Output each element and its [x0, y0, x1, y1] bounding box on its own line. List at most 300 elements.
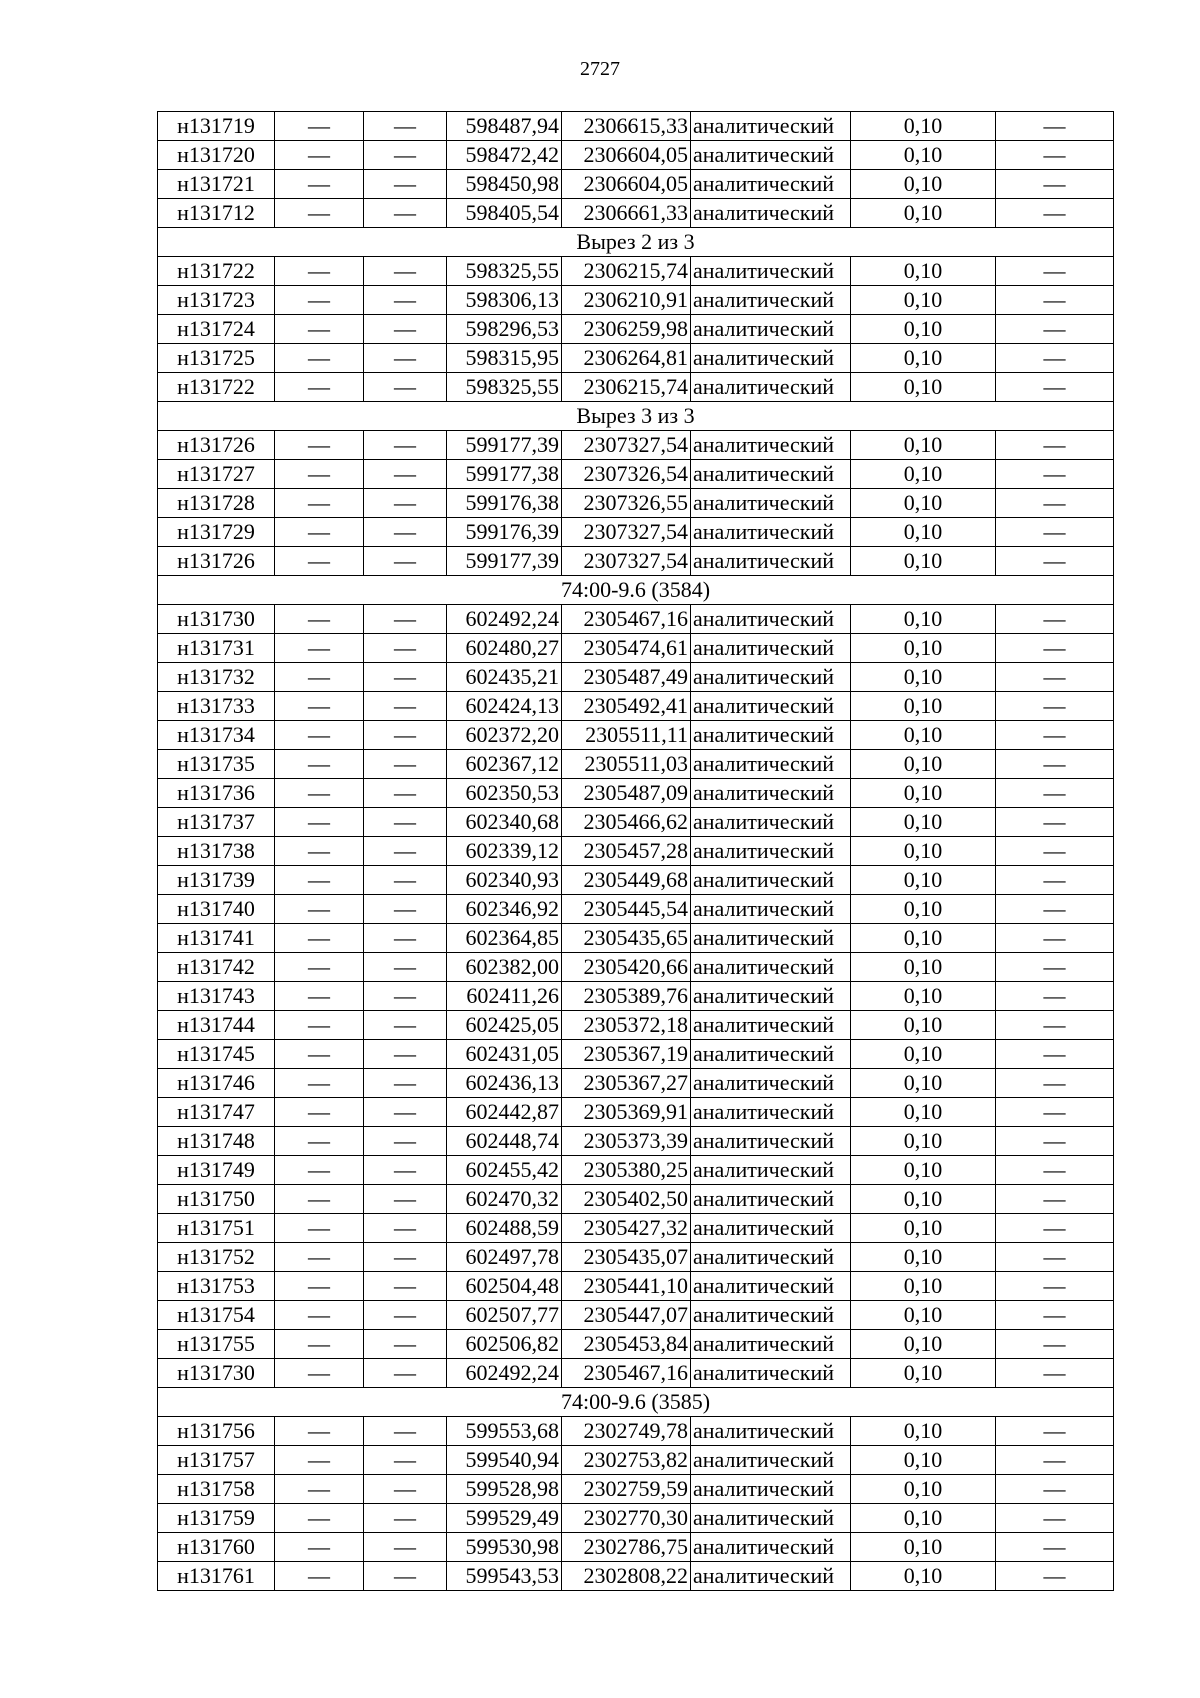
dash-cell: —: [996, 837, 1114, 866]
method-cell: аналитический: [691, 460, 851, 489]
table-row: [158, 1504, 1114, 1533]
dash-cell: —: [996, 1533, 1114, 1562]
y-coordinate-cell: 2305435,07: [562, 1243, 691, 1272]
table-row: [158, 605, 1114, 634]
dash-cell: —: [364, 286, 447, 315]
dash-cell: —: [996, 1243, 1114, 1272]
dash-cell: —: [364, 1301, 447, 1330]
dash-cell: —: [364, 431, 447, 460]
point-id-cell: н131760: [158, 1533, 275, 1562]
dash-cell: —: [996, 1156, 1114, 1185]
method-cell: аналитический: [691, 1475, 851, 1504]
y-coordinate-cell: 2305447,07: [562, 1301, 691, 1330]
dash-cell: —: [996, 750, 1114, 779]
table-row: [158, 1562, 1114, 1591]
dash-cell: —: [996, 1185, 1114, 1214]
y-coordinate-cell: 2306215,74: [562, 373, 691, 402]
dash-cell: —: [996, 953, 1114, 982]
point-id-cell: н131758: [158, 1475, 275, 1504]
accuracy-cell: 0,10: [851, 1243, 996, 1272]
dash-cell: —: [364, 837, 447, 866]
x-coordinate-cell: 599530,98: [447, 1533, 562, 1562]
dash-cell: —: [275, 460, 364, 489]
dash-cell: —: [996, 1214, 1114, 1243]
y-coordinate-cell: 2305441,10: [562, 1272, 691, 1301]
dash-cell: —: [364, 982, 447, 1011]
table-row: [158, 112, 1114, 141]
y-coordinate-cell: 2305487,09: [562, 779, 691, 808]
accuracy-cell: 0,10: [851, 1504, 996, 1533]
accuracy-cell: 0,10: [851, 1214, 996, 1243]
x-coordinate-cell: 602367,12: [447, 750, 562, 779]
accuracy-cell: 0,10: [851, 1185, 996, 1214]
dash-cell: —: [364, 779, 447, 808]
table-row: [158, 1040, 1114, 1069]
method-cell: аналитический: [691, 1301, 851, 1330]
method-cell: аналитический: [691, 489, 851, 518]
method-cell: аналитический: [691, 1243, 851, 1272]
dash-cell: —: [996, 547, 1114, 576]
section-row: [158, 576, 1114, 605]
dash-cell: —: [275, 779, 364, 808]
y-coordinate-cell: 2305389,76: [562, 982, 691, 1011]
table-row: [158, 344, 1114, 373]
point-id-cell: н131756: [158, 1417, 275, 1446]
table-row: [158, 460, 1114, 489]
point-id-cell: н131738: [158, 837, 275, 866]
method-cell: аналитический: [691, 1214, 851, 1243]
dash-cell: —: [364, 141, 447, 170]
accuracy-cell: 0,10: [851, 1098, 996, 1127]
y-coordinate-cell: 2306264,81: [562, 344, 691, 373]
x-coordinate-cell: 598325,55: [447, 373, 562, 402]
method-cell: аналитический: [691, 692, 851, 721]
dash-cell: —: [275, 199, 364, 228]
point-id-cell: н131745: [158, 1040, 275, 1069]
y-coordinate-cell: 2302808,22: [562, 1562, 691, 1591]
y-coordinate-cell: 2305380,25: [562, 1156, 691, 1185]
method-cell: аналитический: [691, 1040, 851, 1069]
point-id-cell: н131743: [158, 982, 275, 1011]
x-coordinate-cell: 602507,77: [447, 1301, 562, 1330]
dash-cell: —: [364, 1185, 447, 1214]
y-coordinate-cell: 2305449,68: [562, 866, 691, 895]
x-coordinate-cell: 598306,13: [447, 286, 562, 315]
section-heading: 74:00-9.6 (3584): [158, 576, 1114, 605]
table-row: [158, 1156, 1114, 1185]
dash-cell: —: [996, 605, 1114, 634]
dash-cell: —: [364, 1098, 447, 1127]
table-row: [158, 953, 1114, 982]
table-row: [158, 634, 1114, 663]
point-id-cell: н131731: [158, 634, 275, 663]
dash-cell: —: [275, 895, 364, 924]
table-row: [158, 750, 1114, 779]
table-row: [158, 721, 1114, 750]
table-row: [158, 373, 1114, 402]
y-coordinate-cell: 2307327,54: [562, 518, 691, 547]
x-coordinate-cell: 602488,59: [447, 1214, 562, 1243]
accuracy-cell: 0,10: [851, 866, 996, 895]
point-id-cell: н131712: [158, 199, 275, 228]
method-cell: аналитический: [691, 895, 851, 924]
x-coordinate-cell: 598450,98: [447, 170, 562, 199]
dash-cell: —: [996, 315, 1114, 344]
table-row: [158, 779, 1114, 808]
dash-cell: —: [996, 1098, 1114, 1127]
dash-cell: —: [996, 895, 1114, 924]
dash-cell: —: [364, 1156, 447, 1185]
dash-cell: —: [275, 1243, 364, 1272]
accuracy-cell: 0,10: [851, 692, 996, 721]
x-coordinate-cell: 602340,93: [447, 866, 562, 895]
accuracy-cell: 0,10: [851, 431, 996, 460]
point-id-cell: н131735: [158, 750, 275, 779]
point-id-cell: н131746: [158, 1069, 275, 1098]
x-coordinate-cell: 602431,05: [447, 1040, 562, 1069]
accuracy-cell: 0,10: [851, 199, 996, 228]
y-coordinate-cell: 2306259,98: [562, 315, 691, 344]
accuracy-cell: 0,10: [851, 518, 996, 547]
y-coordinate-cell: 2305466,62: [562, 808, 691, 837]
dash-cell: —: [275, 1156, 364, 1185]
dash-cell: —: [996, 1301, 1114, 1330]
point-id-cell: н131725: [158, 344, 275, 373]
point-id-cell: н131730: [158, 605, 275, 634]
dash-cell: —: [996, 373, 1114, 402]
y-coordinate-cell: 2305367,19: [562, 1040, 691, 1069]
accuracy-cell: 0,10: [851, 750, 996, 779]
accuracy-cell: 0,10: [851, 257, 996, 286]
y-coordinate-cell: 2305467,16: [562, 605, 691, 634]
y-coordinate-cell: 2305487,49: [562, 663, 691, 692]
point-id-cell: н131742: [158, 953, 275, 982]
y-coordinate-cell: 2302759,59: [562, 1475, 691, 1504]
accuracy-cell: 0,10: [851, 605, 996, 634]
section-heading: 74:00-9.6 (3585): [158, 1388, 1114, 1417]
method-cell: аналитический: [691, 1069, 851, 1098]
y-coordinate-cell: 2306210,91: [562, 286, 691, 315]
dash-cell: —: [275, 1359, 364, 1388]
x-coordinate-cell: 602424,13: [447, 692, 562, 721]
table-row: [158, 518, 1114, 547]
y-coordinate-cell: 2305511,03: [562, 750, 691, 779]
method-cell: аналитический: [691, 1098, 851, 1127]
point-id-cell: н131755: [158, 1330, 275, 1359]
dash-cell: —: [275, 1562, 364, 1591]
x-coordinate-cell: 602425,05: [447, 1011, 562, 1040]
point-id-cell: н131740: [158, 895, 275, 924]
point-id-cell: н131753: [158, 1272, 275, 1301]
method-cell: аналитический: [691, 808, 851, 837]
table-row: [158, 692, 1114, 721]
x-coordinate-cell: 602455,42: [447, 1156, 562, 1185]
y-coordinate-cell: 2307326,55: [562, 489, 691, 518]
dash-cell: —: [275, 1301, 364, 1330]
y-coordinate-cell: 2305492,41: [562, 692, 691, 721]
method-cell: аналитический: [691, 547, 851, 576]
table-row: [158, 1359, 1114, 1388]
accuracy-cell: 0,10: [851, 1446, 996, 1475]
accuracy-cell: 0,10: [851, 1272, 996, 1301]
x-coordinate-cell: 602346,92: [447, 895, 562, 924]
dash-cell: —: [275, 1185, 364, 1214]
dash-cell: —: [275, 982, 364, 1011]
y-coordinate-cell: 2305420,66: [562, 953, 691, 982]
x-coordinate-cell: 599553,68: [447, 1417, 562, 1446]
x-coordinate-cell: 599177,38: [447, 460, 562, 489]
dash-cell: —: [996, 170, 1114, 199]
accuracy-cell: 0,10: [851, 1040, 996, 1069]
method-cell: аналитический: [691, 199, 851, 228]
dash-cell: —: [364, 866, 447, 895]
x-coordinate-cell: 602492,24: [447, 605, 562, 634]
table-row: [158, 895, 1114, 924]
y-coordinate-cell: 2305427,32: [562, 1214, 691, 1243]
point-id-cell: н131749: [158, 1156, 275, 1185]
table-row: [158, 315, 1114, 344]
method-cell: аналитический: [691, 1330, 851, 1359]
dash-cell: —: [996, 112, 1114, 141]
accuracy-cell: 0,10: [851, 663, 996, 692]
dash-cell: —: [364, 1040, 447, 1069]
dash-cell: —: [996, 924, 1114, 953]
dash-cell: —: [364, 112, 447, 141]
dash-cell: —: [996, 518, 1114, 547]
dash-cell: —: [996, 1504, 1114, 1533]
method-cell: аналитический: [691, 663, 851, 692]
accuracy-cell: 0,10: [851, 1417, 996, 1446]
accuracy-cell: 0,10: [851, 779, 996, 808]
method-cell: аналитический: [691, 721, 851, 750]
dash-cell: —: [996, 286, 1114, 315]
x-coordinate-cell: 602372,20: [447, 721, 562, 750]
dash-cell: —: [364, 1127, 447, 1156]
dash-cell: —: [275, 837, 364, 866]
x-coordinate-cell: 598487,94: [447, 112, 562, 141]
x-coordinate-cell: 602470,32: [447, 1185, 562, 1214]
dash-cell: —: [364, 924, 447, 953]
dash-cell: —: [996, 431, 1114, 460]
x-coordinate-cell: 602506,82: [447, 1330, 562, 1359]
method-cell: аналитический: [691, 112, 851, 141]
dash-cell: —: [275, 518, 364, 547]
accuracy-cell: 0,10: [851, 344, 996, 373]
accuracy-cell: 0,10: [851, 1475, 996, 1504]
accuracy-cell: 0,10: [851, 924, 996, 953]
dash-cell: —: [275, 1504, 364, 1533]
dash-cell: —: [364, 1214, 447, 1243]
y-coordinate-cell: 2302786,75: [562, 1533, 691, 1562]
table-row: [158, 663, 1114, 692]
dash-cell: —: [364, 1069, 447, 1098]
method-cell: аналитический: [691, 286, 851, 315]
dash-cell: —: [996, 257, 1114, 286]
method-cell: аналитический: [691, 750, 851, 779]
dash-cell: —: [275, 1417, 364, 1446]
dash-cell: —: [364, 605, 447, 634]
coordinates-table: [157, 111, 1114, 1591]
point-id-cell: н131739: [158, 866, 275, 895]
x-coordinate-cell: 602340,68: [447, 808, 562, 837]
dash-cell: —: [364, 808, 447, 837]
y-coordinate-cell: 2307327,54: [562, 547, 691, 576]
dash-cell: —: [275, 808, 364, 837]
x-coordinate-cell: 602480,27: [447, 634, 562, 663]
dash-cell: —: [996, 1446, 1114, 1475]
dash-cell: —: [364, 257, 447, 286]
method-cell: аналитический: [691, 1533, 851, 1562]
method-cell: аналитический: [691, 953, 851, 982]
dash-cell: —: [275, 286, 364, 315]
dash-cell: —: [275, 953, 364, 982]
dash-cell: —: [275, 489, 364, 518]
x-coordinate-cell: 602504,48: [447, 1272, 562, 1301]
dash-cell: —: [364, 1417, 447, 1446]
dash-cell: —: [364, 1243, 447, 1272]
point-id-cell: н131728: [158, 489, 275, 518]
dash-cell: —: [275, 634, 364, 663]
point-id-cell: н131751: [158, 1214, 275, 1243]
table-row: [158, 286, 1114, 315]
x-coordinate-cell: 599176,39: [447, 518, 562, 547]
y-coordinate-cell: 2302749,78: [562, 1417, 691, 1446]
dash-cell: —: [364, 489, 447, 518]
point-id-cell: н131723: [158, 286, 275, 315]
dash-cell: —: [364, 750, 447, 779]
y-coordinate-cell: 2305445,54: [562, 895, 691, 924]
dash-cell: —: [275, 1098, 364, 1127]
y-coordinate-cell: 2305372,18: [562, 1011, 691, 1040]
y-coordinate-cell: 2305453,84: [562, 1330, 691, 1359]
x-coordinate-cell: 598405,54: [447, 199, 562, 228]
method-cell: аналитический: [691, 373, 851, 402]
point-id-cell: н131733: [158, 692, 275, 721]
point-id-cell: н131727: [158, 460, 275, 489]
point-id-cell: н131719: [158, 112, 275, 141]
dash-cell: —: [275, 1127, 364, 1156]
y-coordinate-cell: 2305457,28: [562, 837, 691, 866]
x-coordinate-cell: 602339,12: [447, 837, 562, 866]
dash-cell: —: [996, 779, 1114, 808]
dash-cell: —: [364, 1330, 447, 1359]
dash-cell: —: [275, 170, 364, 199]
y-coordinate-cell: 2305367,27: [562, 1069, 691, 1098]
point-id-cell: н131759: [158, 1504, 275, 1533]
dash-cell: —: [364, 315, 447, 344]
method-cell: аналитический: [691, 1185, 851, 1214]
dash-cell: —: [275, 750, 364, 779]
accuracy-cell: 0,10: [851, 1359, 996, 1388]
dash-cell: —: [275, 1011, 364, 1040]
point-id-cell: н131752: [158, 1243, 275, 1272]
point-id-cell: н131730: [158, 1359, 275, 1388]
point-id-cell: н131750: [158, 1185, 275, 1214]
x-coordinate-cell: 602497,78: [447, 1243, 562, 1272]
dash-cell: —: [275, 373, 364, 402]
method-cell: аналитический: [691, 866, 851, 895]
table-row: [158, 1011, 1114, 1040]
point-id-cell: н131726: [158, 547, 275, 576]
accuracy-cell: 0,10: [851, 634, 996, 663]
dash-cell: —: [364, 518, 447, 547]
table-row: [158, 431, 1114, 460]
accuracy-cell: 0,10: [851, 141, 996, 170]
dash-cell: —: [275, 1214, 364, 1243]
dash-cell: —: [996, 1330, 1114, 1359]
method-cell: аналитический: [691, 605, 851, 634]
table-row: [158, 1214, 1114, 1243]
point-id-cell: н131761: [158, 1562, 275, 1591]
dash-cell: —: [275, 866, 364, 895]
table-row: [158, 1475, 1114, 1504]
y-coordinate-cell: 2307327,54: [562, 431, 691, 460]
dash-cell: —: [996, 1272, 1114, 1301]
dash-cell: —: [996, 489, 1114, 518]
dash-cell: —: [996, 1069, 1114, 1098]
accuracy-cell: 0,10: [851, 721, 996, 750]
dash-cell: —: [364, 1504, 447, 1533]
point-id-cell: н131734: [158, 721, 275, 750]
x-coordinate-cell: 598325,55: [447, 257, 562, 286]
dash-cell: —: [275, 1040, 364, 1069]
method-cell: аналитический: [691, 1446, 851, 1475]
dash-cell: —: [364, 953, 447, 982]
dash-cell: —: [364, 1359, 447, 1388]
method-cell: аналитический: [691, 1359, 851, 1388]
dash-cell: —: [996, 1417, 1114, 1446]
x-coordinate-cell: 602448,74: [447, 1127, 562, 1156]
x-coordinate-cell: 598296,53: [447, 315, 562, 344]
dash-cell: —: [275, 1446, 364, 1475]
point-id-cell: н131722: [158, 373, 275, 402]
accuracy-cell: 0,10: [851, 808, 996, 837]
point-id-cell: н131754: [158, 1301, 275, 1330]
accuracy-cell: 0,10: [851, 1562, 996, 1591]
method-cell: аналитический: [691, 634, 851, 663]
x-coordinate-cell: 602436,13: [447, 1069, 562, 1098]
y-coordinate-cell: 2305435,65: [562, 924, 691, 953]
table-row: [158, 924, 1114, 953]
table-row: [158, 1330, 1114, 1359]
y-coordinate-cell: 2305369,91: [562, 1098, 691, 1127]
method-cell: аналитический: [691, 257, 851, 286]
dash-cell: —: [996, 808, 1114, 837]
y-coordinate-cell: 2306661,33: [562, 199, 691, 228]
point-id-cell: н131747: [158, 1098, 275, 1127]
x-coordinate-cell: 602411,26: [447, 982, 562, 1011]
x-coordinate-cell: 599529,49: [447, 1504, 562, 1533]
dash-cell: —: [364, 199, 447, 228]
table-row: [158, 1098, 1114, 1127]
dash-cell: —: [275, 1475, 364, 1504]
section-row: [158, 1388, 1114, 1417]
point-id-cell: н131741: [158, 924, 275, 953]
dash-cell: —: [275, 315, 364, 344]
accuracy-cell: 0,10: [851, 460, 996, 489]
dash-cell: —: [275, 605, 364, 634]
dash-cell: —: [996, 460, 1114, 489]
dash-cell: —: [364, 1011, 447, 1040]
accuracy-cell: 0,10: [851, 170, 996, 199]
point-id-cell: н131736: [158, 779, 275, 808]
x-coordinate-cell: 599543,53: [447, 1562, 562, 1591]
x-coordinate-cell: 602350,53: [447, 779, 562, 808]
dash-cell: —: [275, 663, 364, 692]
dash-cell: —: [275, 721, 364, 750]
accuracy-cell: 0,10: [851, 1069, 996, 1098]
dash-cell: —: [364, 170, 447, 199]
